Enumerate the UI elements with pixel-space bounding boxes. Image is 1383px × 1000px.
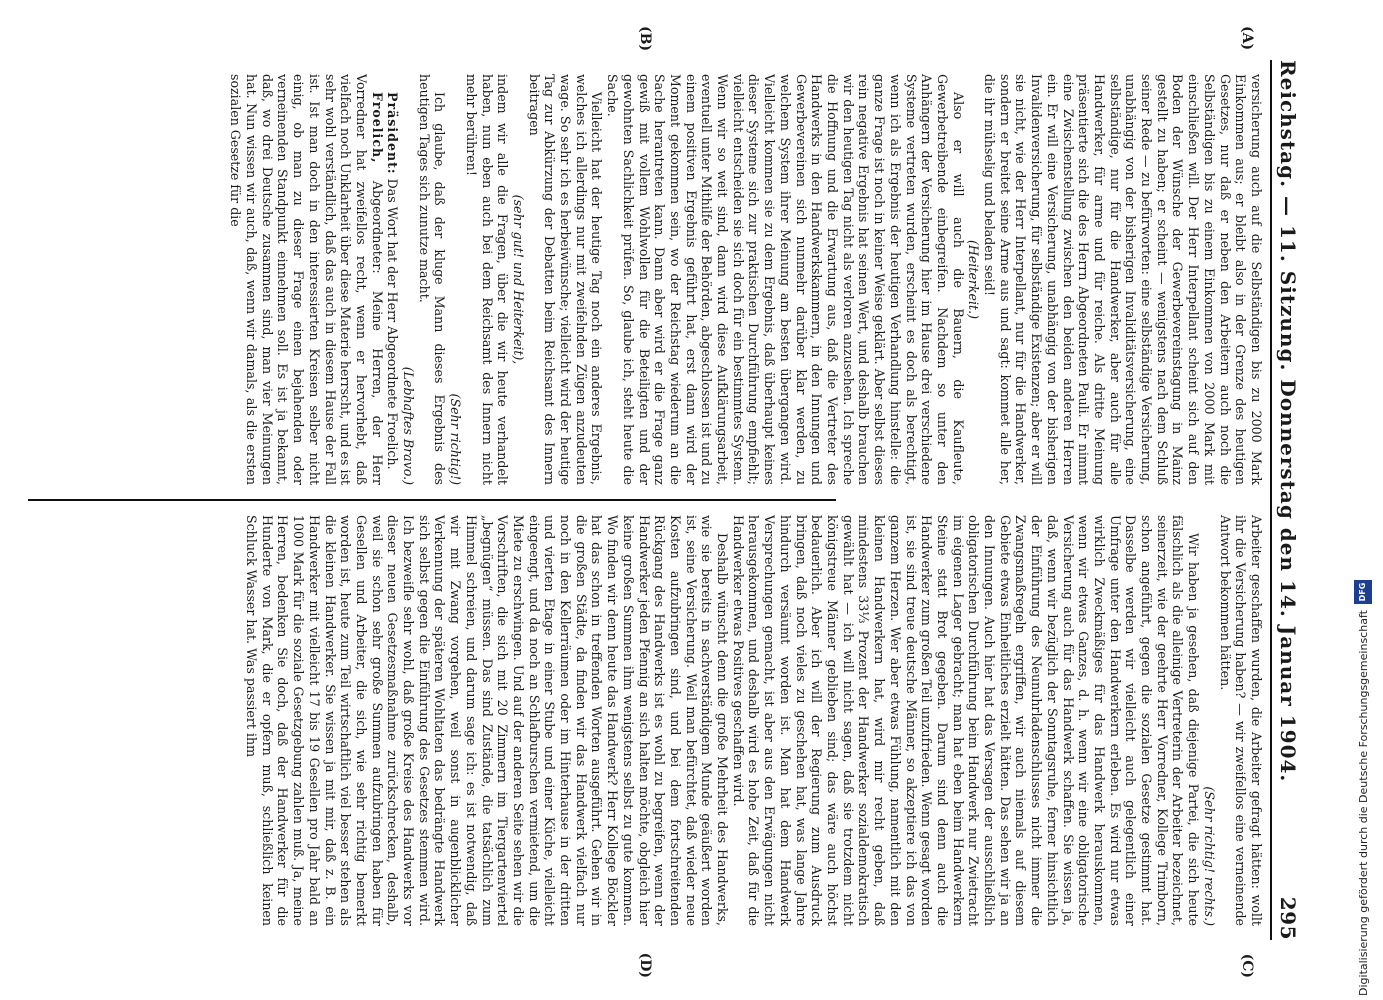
interjection: (Sehr richtig!) bbox=[448, 393, 464, 485]
paragraph: Also er will auch die Bauern, die Kaufleute, Gewerbetreibende einbegreifen. Nachdem so unter den Anhängern der Versicherung hier im Hause drei verschiedene Systeme vertreten wurden, erscheint es doch als berechtigt, wenn ich als Ergebnis der heutigen Verhandlung hinstelle: die ganze Frage ist noch in keiner Weise geklärt. Aber selbst dieses rein negative Ergebnis hat seinen Wert, und deshalb brauchen wir den heutigen Tag nicht als verloren anzusehen. Ich spreche die Hoffnung und die Erwartung aus, daß die Vertreter des Handwerks in den Handwerkskammern, in den Innungen und Gewerbevereinen sich nunmehr darüber klar werden, zu welchem System ihrer Meinung am besten übergangen wird. Vielleicht kommen sie zu dem Ergebnis, daß überhaupt keines dieser Systeme sich zur praktischen Durchführung empfiehlt; vielleicht entscheiden sie sich doch für ein bestimmtes System. Wenn wir so weit sind, dann wird diese Aufklärungsarbeit, eventuell unter Mithilfe der Behörden, abgeschlossen ist und zu einem positiven Ergebnis geführt hat, erst dann wird der Moment gekommen sein, wo der Reichstag wiederum an die Sache herantreten kann. Dann aber wird er die Frage ganz gewiß mit vollem Wohlwollen für die Beteiligten und der gewohnten Sachlichkeit prüfen. So, glaube ich, steht heute die Sache. bbox=[605, 74, 966, 485]
document-page bbox=[0, 20, 1310, 980]
paragraph: Wir haben ja gesehen, daß diejenige Partei, die sich heute fälschlich als die alleinige Vertreterin der Arbeiter bezeichnet, seinerzeit, wie der geehrte Herr Vorredner, Kollege Trimborn, schon angeführt, gegen die sozialen Gesetze gestimmt hat. Dasselbe werden wir vielleicht auch gelegentlich einer Umfrage unter den Handwerkern erleben. Es wird nur etwas wirklich Zweckmäßiges für das Handwerk herauskommen, wenn wir etwas Ganzes, d. h. wenn wir eine obligatorische Versicherung auch für das Handwerk schaffen. Sie wissen ja, daß, wenn wir bezüglich der Sonntagsruhe, ferner hinsichtlich der Einführung des Neunuhrladenschlusses nicht immer die Zwangsmaßregeln ergriffen, wir auch niemals auf diesem Gebiete etwas Einheitliches erzielt hätten. Das sehen wir ja an den Innungen. Auch hier hat das Versagen der ausschließlich obligatorischen Durchführung beim Handwerk nur Zwietracht im eigenen Lager gebracht; man hat eben beim Handwerkern Steine statt Brot gegeben. Darum sind denn auch die Handwerker zum großen Teil unzufrieden. Wenn gesagt worden ist, sie sind treue deutsche Männer, so akzeptiere ich das von ganzem Herzen. Wer aber etwas Fühlung, namentlich mit den kleinen Handwerkern hat, wird mir recht geben, daß mindestens 33⅓ Prozent der Handwerker sozialdemokratisch gewählt hat — ich will nicht sagen, daß sie trotzdem nicht königstreue Männer geblieben sind; das wäre auch höchst bedauerlich. Aber ich will der Regierung zum Ausdruck bringen, daß noch vieles zu geschehen hat, was lange Jahre hindurch versäumt worden ist. Man hat dem Handwerk Versprechungen gemacht, ist aber aus den Erwägungen nicht herausgekommen, und deshalb wird es hohe Zeit, daß für die Handwerker etwas Positives geschaffen wird. bbox=[730, 515, 1202, 926]
page-number: 295 bbox=[1276, 896, 1300, 940]
interjection: (Heiterkeit.) bbox=[966, 240, 982, 319]
speaker-name: Froelich, bbox=[369, 92, 385, 164]
paragraph: indem wir alle die Fragen, über die wir heute verhandelt haben, nun eben auch bei dem Reichsamt des Innern nicht mehr berühren! bbox=[463, 74, 511, 485]
interjection: (Lebhaftes Bravo.) bbox=[401, 366, 417, 485]
paragraph: Vielleicht hat der heutige Tag noch ein anderes Ergebnis, welches ich allerdings nur mit zweifelnden Zügen anzudeuten wage. So sehr ich es herbeiwünsche; vielleicht wird der heutige Tag zur Abkürzung der Debatten beim Reichsamt des Innern beitragen bbox=[526, 74, 605, 485]
speaker-text: Das Wort hat der Herr Abgeordnete Froelich. bbox=[385, 178, 401, 470]
header-title: Reichstag. — 11. Sitzung. Donnerstag den 14. Januar 1904. bbox=[1276, 60, 1300, 783]
interjection: (sehr gut! und Heiterkeit), bbox=[510, 194, 526, 365]
margin-marker-a: (A) bbox=[1239, 26, 1255, 51]
digitization-text: Digitalisierung gefördert durch die Deutsche Forschungsgemeinschaft bbox=[1356, 610, 1370, 996]
margin-marker-d: (D) bbox=[637, 952, 653, 978]
paragraph: versicherung auch auf die Selbständigen bis zu 2000 Mark Einkommen aus; er bleibt also in der Grenze des heutigen Gesetzes, nur daß er neben den Arbeitern auch noch die Selbständigen bis zu einem Einkommen von 2000 Mark mit einschließen will. Der Herr Interpellant scheint sich auf den Boden der Wünsche der Gewerbevereinstagung in Mainz gestellt zu haben; er scheint — wenigstens nach dem Schluß seiner Rede — zu befürworten: eine selbständige Versicherung, unabhängig von der bisherigen Invaliditätsversicherung, eine selbständige, nur für die Handwerker, aber auch für alle Handwerker, für arme und für reiche. Als dritte Meinung präsentierte sich die des Herrn Abgeordneten Pauli. Er nimmt eine Zwischenstellung zwischen den beiden anderen Herren ein. Er will eine Versicherung, unabhängig von der bisherigen Invalidenversicherung, für selbständige Existenzen; aber er will sie nicht, wie der Herr Interpellant, nur für die Handwerker, sondern er breitet seine Arme aus und sagt: kommet alle her, die ihr mühselig und beladen seid! bbox=[982, 74, 1264, 485]
speaker-paragraph bbox=[228, 74, 385, 485]
speaker-name: Präsident: bbox=[385, 92, 401, 175]
dfg-logo-icon: DFG bbox=[1354, 580, 1372, 604]
speaker-text: Abgeordneter: Meine Herren, der Herr Vorredner hat zweifellos recht, wenn er hervorhebt, daß vielfach noch Unklarheit über diese Materie herrscht, und es ist sehr wohl verständlich, daß das auch in diesem Hause der Fall ist. Ist man doch in den interessierten Kreisen selber nicht einig, ob man zu dieser Frage einen bejahenden oder verneinenden Standpunkt einnehmen soll. Es ist ja bekannt, daß, wo drei Deutsche zusammen sind, man vier Meinungen hat. Nun wissen wir auch, daß, wenn wir damals, als die ersten sozialen Gesetze für die bbox=[228, 74, 385, 485]
margin-marker-b: (B) bbox=[637, 26, 653, 52]
paragraph: Arbeiter geschaffen wurden, die Arbeiter gefragt hätten: wollt ihr die Versicherung haben? — wir zweifellos eine verneinende Antwort bekommen hätten. bbox=[1217, 515, 1264, 926]
speaker-paragraph bbox=[385, 74, 401, 485]
digitization-note bbox=[1352, 16, 1374, 996]
left-column bbox=[24, 26, 1264, 499]
margin-marker-c: (C) bbox=[1239, 953, 1255, 978]
paragraph: Ich glaube, daß der kluge Mann dieses Ergebnis des heutigen Tages sich zunutze macht. bbox=[416, 74, 448, 485]
right-column bbox=[24, 501, 1264, 978]
page-header bbox=[1270, 60, 1310, 940]
text-columns bbox=[24, 26, 1264, 978]
interjection: (Sehr richtig! rechts.) bbox=[1201, 786, 1217, 926]
paragraph: Deshalb wünscht denn die große Mehrheit des Handwerks, wie sie bereits in sachverständigem Munde geäußert worden ist, seine Versicherung. Weil man befürchtet, daß wieder neue Kosten aufzubringen sind, und bei dem fortschreitenden Rückgang des Handwerks ist es wohl zu begreifen, wenn der Handwerker jeden Pfennig an sich halten möchte, obgleich hier keine großen Summen ihm wenigstens selbst zu gute kommen. Wo finden wir denn heute das Handwerk? Herr Kollege Böckler hat das schon in treffenden Worten ausgeführt. Gehen wir in die großen Städte, da finden wir das Handwerk vielfach nur noch in den Kellerräumen oder im Hinterhause in der dritten und vierten Etage in einer Stube und einer Küche, vielleicht eingeengt, und da noch an Schlafburschen vermietend, um die Miete zu erschwingen. Und auf der anderen Seite sehen wir die Vorschriften, die sich mit 20 Zimmern im Tiergartenviertel „begnügen“ müssen. Das sind Zustände, die tatsächlich zum Himmel schreien, und darum sage ich: es ist notwendig, daß wir mit Zwang vorgehen, weil sonst in augenblicklicher Verkennung der späteren Wohltaten das bedrängte Handwerk sich selbst gegen die Einführung des Gesetzes stemmen wird. Ich bezweifle sehr wohl, daß große Kreise des Handwerks vor dieser neuen Gesetzesmaßnahme zurückschrecken, deshalb, weil sie schon sehr große Summen aufzubringen haben für Gesellen und Arbeiter, die sich, wie sehr richtig bemerkt worden ist, heute zum Teil wirtschaftlich viel besser stehen als die kleinen Handwerker. Sie wissen ja mit mir, daß z. B. ein Handwerker mit vielleicht 17 bis 19 Gesellen pro Jahr bald an 1000 Mark für die soziale Gesetzgebung zahlen muß. Ja, meine Herren, bedenken Sie doch, daß der Handwerker für die Hunderte von Mark, die er opfern muß, schließlich keinen Schluck Wasser hat. Was passiert ihm bbox=[244, 515, 731, 926]
